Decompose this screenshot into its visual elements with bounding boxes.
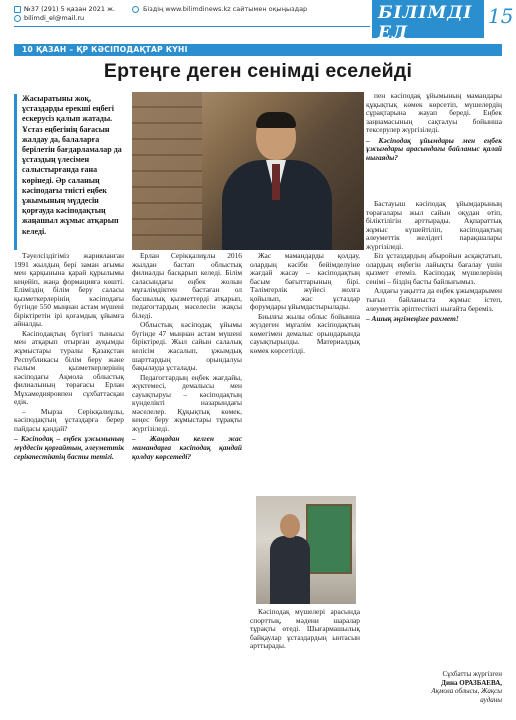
board-shape [306, 504, 352, 574]
paragraph: Жас мамандарды қолдау, олардың кәсіби бейімделуіне жағдай жасау – кәсіподақтың басым бағыттарының бірі. Тәлімгерлік жүйесі жолға қойылып, жас ұстаздар форумдары ұйымдастырылады. [250, 252, 360, 312]
paragraph: Облыстық кәсіподақ ұйымы бүгінде 47 мыңнан астам мүшені біріктіреді. Жыл сайын салалық келісім жасалып, ұжымдық шарттардың орындалуы бақылауда ұсталады. [132, 320, 242, 373]
text-column-3-bottom [250, 608, 360, 708]
author-location: Ақмола облысы, Жақсы ауданы [431, 687, 502, 704]
head-shape [280, 514, 300, 538]
text-column-1 [14, 252, 124, 708]
text-column-4-top [366, 92, 502, 196]
hair-shape [256, 112, 296, 128]
bookshelf-background [132, 92, 202, 250]
header-rule [14, 26, 370, 27]
paragraph: Алдағы уақытта да еңбек ұжымдарымен тығыз байланыста жұмыс істеп, әлеуметтік әріптестікті нығайта береміз. [366, 286, 502, 313]
article-lead: Жасыратыны жоқ, ұстаздарды ерекші еңбегі ескерусіз қалып жатады. Ұстаз еңбегінің бағасын жалдау да, балаларға берілетін бағдарламалар да ұстаздың үлесімен салыстырғанда ғана көрінеді. Әр саланың кәсіподағы тиісті еңбек ұжымының мүддесін қорғауда кәсіподақтың жаңашыл жұмыс атқарып келеді. [14, 94, 124, 250]
paragraph: Кәсіподақ мүшелері арасында спорттық, мәдени шаралар тұрақты өтеді. Шығармашылық байқаулар ұстаздардың ынтасын арттырады. [250, 608, 360, 651]
author-name: Дина ОРАЗБАЕВА, [441, 678, 502, 687]
paragraph: Ерлан Серікқалиұлы 2016 жылдан бастап облыстық филиалды басқарып келеді. Білім саласындағы еңбек жолын мұғалімдіктен бастаған ол басшылық қызметтерді атқарып, педагогтардың мәселесін жақсы біледі. [132, 252, 242, 320]
signature-label: Сұхбатты жүргізген [442, 670, 502, 678]
tie-shape [272, 164, 280, 200]
issue-meta [14, 5, 115, 23]
man-in-suit-figure [222, 112, 332, 250]
paragraph: – Мырза Серікқалиұлы, кәсіподақтың ұстаздарға берер пайдасы қандай? [14, 406, 124, 433]
interview-question: – Жаңадан келген жас мамандарға кәсіподақ қандай қолдау көрсетеді? [132, 434, 242, 461]
award-photo [256, 496, 356, 604]
author-signature [410, 670, 502, 704]
interview-question: – Кәсіподақ ұйымдары мен еңбек ұжымдары арасындағы байланыс қалай нығаяды? [366, 135, 502, 162]
paragraph: Биылғы жылы облыс бойынша жүздеген мұғалім кәсіподақтың көмегімен демалыс орындарында сауықтырылды. Материалдық көмек көрсетілді. [250, 311, 360, 356]
email-address[interactable]: bilimdi_el@mail.ru [24, 14, 85, 22]
issue-number: №37 (291) 5 қазан 2021 ж. [24, 5, 116, 13]
article-headline: Ертеңге деген сенімді еселейді [103, 60, 413, 82]
closing-line: – Ашық әңгімеңізге рахмет! [366, 314, 459, 324]
interview-question: – Кәсіподақ – еңбек ұжымының мүддесін қорғайтын, әлеуметтік серіктестіктің басты тетігі. [14, 434, 124, 461]
text-column-3 [250, 252, 360, 492]
page-header [0, 0, 516, 44]
section-banner: 10 ҚАЗАН – ҚР КӘСІПОДАҚТАР КҮНІ [14, 44, 502, 56]
paragraph: Біз ұстаздардың абыройын асқақтатып, олардың еңбегін лайықты бағалау үшін қызмет етеміз. Кәсіподақ мүшелерінің сенімі – біздің басты байлығымыз. [366, 251, 502, 286]
paragraph: Педагогтардың еңбек жағдайы, жүктемесі, демалысы мен сауықтыруы – кәсіподақтың күнделікті назарындағы мәселелер. Құқықтық көмек, кеңес беру жұмыстары тұрақты жүргізіледі. [132, 372, 242, 433]
portrait-photo [132, 92, 364, 250]
paragraph: Бастауыш кәсіподақ ұйымдарының төрағалары жыл сайын оқудан өтіп, біліктілігін арттырады. Ақпараттық жұмыс күшейтіліп, кәсіподақтың әлеуметтік желідегі парақшалары жүргізіледі. [366, 200, 502, 251]
website-line [132, 5, 307, 13]
body-shape [270, 536, 310, 604]
text-column-2 [132, 252, 242, 708]
mail-icon [14, 15, 21, 22]
paragraph: Кәсіподақтың бүгінгі тынысы мен атқарып отырған ауқымды жұмыстары туралы Қазақстан Республикасы білім беру және ғылым қызметкерлерінің кәсіподағы Ақмола облыстық филиалының төрағасы Ерлан Мұхамедияровпен сұхбаттасқан едік. [14, 328, 124, 407]
paragraph: Тәуелсіздігіміз жарияланған 1991 жылдың бері заман ағымы мен қарқынына қарай құрылымы кеңейіп, жаңа формацияға көшті. Еліміздің білім беру саласы қызметкерлерінің кәсіподағы бүгінде 550 мыңнан астам мүшені біріктіретін ірі қоғамдық ұйымға айналды. [14, 252, 124, 329]
text-column-4 [366, 200, 502, 666]
person-figure [270, 514, 310, 604]
globe-icon [132, 6, 139, 13]
calendar-icon [14, 6, 21, 13]
paragraph: пен кәсіподақ ұйымының мамандары құқықтық көмек көрсетіп, мүшелердің сұрақтарына жауап береді. Еңбек заңнамасының сақталуы бойынша тексерулер жүргізіледі. [366, 92, 502, 135]
logo-text: БІЛІМДІ ЕЛ [378, 3, 473, 43]
website-text[interactable]: Біздің www.bilimdinews.kz сайтымен оқыңыздар [143, 5, 308, 13]
page-number: 15 [488, 4, 514, 28]
newspaper-logo [372, 0, 484, 43]
